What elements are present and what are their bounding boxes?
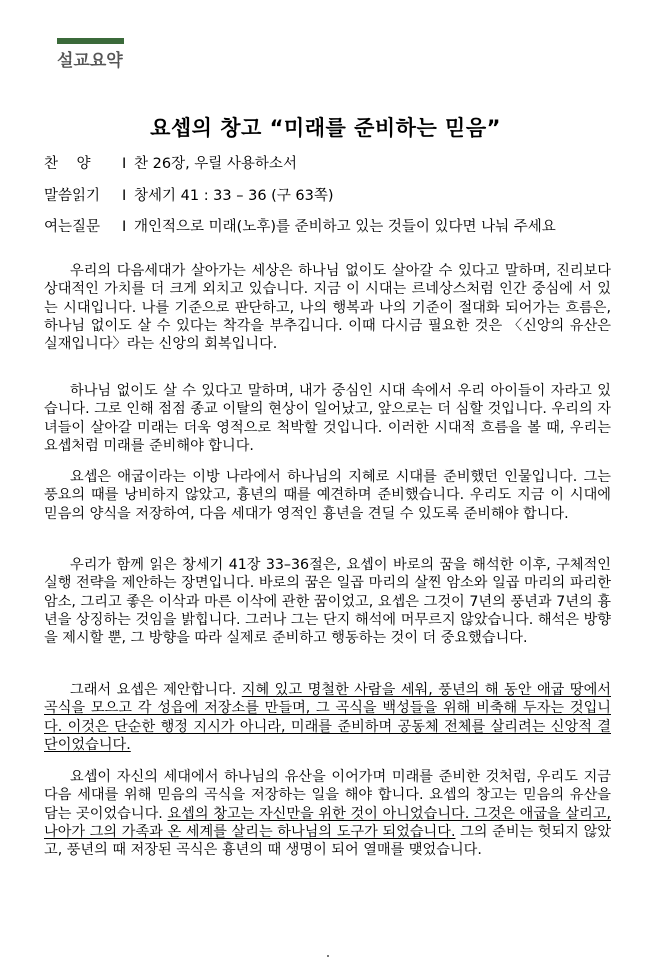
hymn-label: 찬 양 — [44, 156, 91, 172]
paragraph-5-lead: 그래서 요셉은 제안합니다. — [70, 682, 242, 698]
question-label: 여는질문 — [44, 219, 101, 235]
logo-label: 설교요약 — [57, 51, 123, 71]
reading-label: 말씀읽기 — [44, 188, 101, 204]
paragraph-3: 요셉은 애굽이라는 이방 나라에서 하나님의 지혜로 시대를 준비했던 인물입니다. 그는 풍요의 때를 낭비하지 않았고, 흉년의 때를 예견하며 준비했습니다. 우리도 지금 이 시대에 믿음의 양식을 저장하여, 다음 세대가 영적인 흉년을 견딜 수 있도록 준비해야 합니다. — [44, 469, 611, 522]
paragraph-4: 우리가 함께 읽은 창세기 41장 33–36절은, 요셉이 바로의 꿈을 해석한 이후, 구체적인 실행 전략을 제안하는 장면입니다. 바로의 꿈은 일곱 마리의 살찐 암소와 일곱 마리의 파리한 암소, 그리고 좋은 이삭과 마른 이삭에 관한 꿈이었고, 요셉은 그것이 7년의 풍년과 7년의 흉년을 상징하는 것임을 밝힙니다. 그러나 그는 단지 해석에 머무르지 않았습니다. 해석은 방향을 제시할 뿐, 그 방향을 따라 실제로 준비하고 행동하는 것이 더 중요했습니다. — [44, 557, 611, 647]
paragraph-1: 우리의 다음세대가 살아가는 세상은 하나님 없이도 살아갈 수 있다고 말하며, 진리보다 상대적인 가치를 더 크게 외치고 있습니다. 지금 이 시대는 르네상스처럼 인간 중심에 서 있는 시대입니다. 나를 기준으로 판단하고, 나의 행복과 나의 기준이 절대화 되어가는 흐름은, 하나님 없이도 살 수 있다는 착각을 부추깁니다. 이때 다시금 필요한 것은 〈신앙의 유산은 실재입니다〉라는 신앙의 회복입니다. — [44, 263, 611, 353]
paragraph-6-tail: 그의 준비는 헛되지 않았고, 풍년의 때 저장된 곡식은 흉년의 때 생명이 되어 열매를 맺었습니다. — [44, 823, 611, 859]
question-value: 개인적으로 미래(노후)를 준비하고 있는 것들이 있다면 나눠 주세요 — [134, 219, 556, 235]
separator: I — [122, 156, 127, 172]
reading-value: 창세기 41 : 33 – 36 (구 63쪽) — [134, 188, 334, 204]
sermon-title: 요셉의 창고 “미래를 준비하는 믿음” — [150, 116, 501, 140]
paragraph-2: 하나님 없이도 살 수 있다고 말하며, 내가 중심인 시대 속에서 우리 아이들이 자라고 있습니다. 그로 인해 점점 종교 이탈의 현상이 일어났고, 앞으로는 더 심할 것입니다. 우리의 자녀들이 살아갈 미래는 더욱 영적으로 척박할 것입니다. 이러한 시대적 흐름을 볼 때, 우리는 요셉처럼 미래를 준비해야 합니다. — [44, 383, 611, 454]
paragraph-6 — [44, 768, 611, 859]
separator: I — [122, 219, 127, 235]
hymn-value: 찬 26장, 우릴 사용하소서 — [134, 156, 297, 172]
paragraph-6-lead: 요셉이 자신의 세대에서 하나님의 유산을 이어가며 미래를 준비한 것처럼, 우리도 지금 다음 세대를 위해 믿음의 곡식을 저장하는 일을 해야 합니다. 요셉의 창고는 믿음의 유산을 담는 곳이었습니다. — [44, 769, 611, 822]
page-footer-dot — [327, 955, 329, 957]
paragraph-5-underlined: 지혜 있고 명철한 사람을 세워, 풍년의 해 동안 애굽 땅에서 곡식을 모으고 각 성읍에 저장소를 만들며, 그 곡식을 백성들을 위해 비축해 두자는 것입니다. 이것은 단순한 행정 지시가 아니라, 미래를 준비하며 공동체 전체를 살리려는 신앙적 결단이었습니다. — [44, 682, 611, 753]
separator: I — [122, 188, 127, 204]
paragraph-5 — [44, 681, 611, 754]
logo-accent-bar — [57, 38, 124, 44]
paragraph-6-underlined: 요셉의 창고는 자신만을 위한 것이 아니었습니다. 그것은 애굽을 살리고, 나아가 그의 가족과 온 세계를 살리는 하나님의 도구가 되었습니다. — [44, 805, 611, 840]
hymn-row — [44, 152, 297, 173]
reading-row — [44, 184, 334, 205]
question-row — [44, 215, 556, 236]
